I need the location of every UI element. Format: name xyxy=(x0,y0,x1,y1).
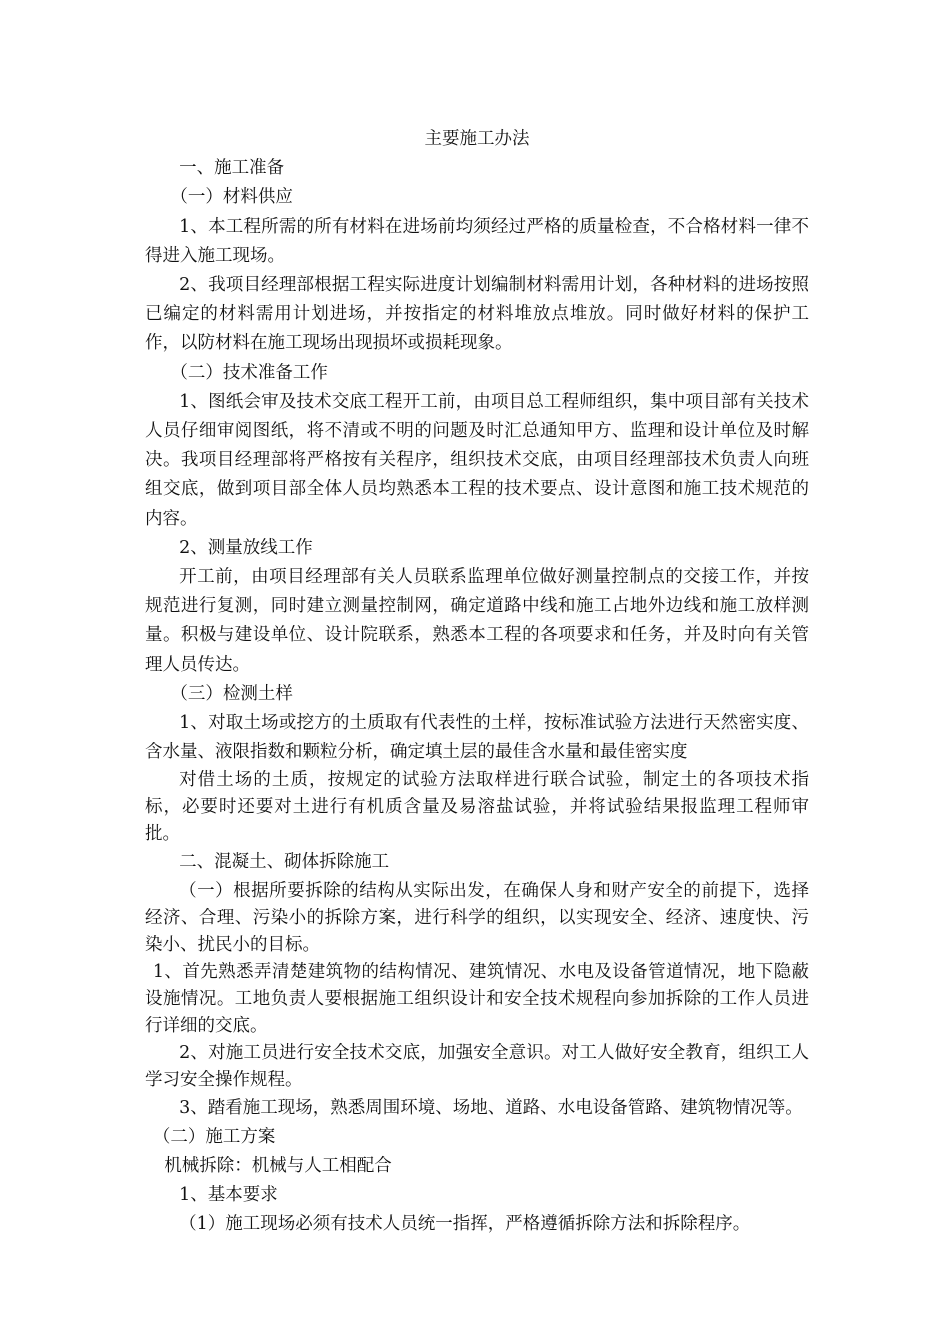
subheading: 2、测量放线工作 xyxy=(179,537,313,558)
heading-2: 二、混凝土、砌体拆除施工 xyxy=(179,852,390,873)
paragraph: 机械拆除：机械与人工相配合 xyxy=(164,1156,392,1177)
paragraph: 1、图纸会审及技术交底工程开工前，由项目总工程师组织，集中项目部有关技术人员仔细审阅图纸，将不清或不明的问题及时汇总通知甲方、监理和设计单位及时解决。我项目经理部将严格按有关程序，组织技术交底，由项目经理部技术负责人向班组交底，做到项目部全体人员均熟悉本工程的技术要点、设计意图和施工技术规范的内容。 xyxy=(145,391,809,529)
paragraph: 1、对取土场或挖方的土质取有代表性的土样，按标准试验方法进行天然密实度、含水量、液限指数和颗粒分析，确定填土层的最佳含水量和最佳密实度 xyxy=(145,713,809,763)
paragraph: 1、本工程所需的所有材料在进场前均须经过严格的质量检查，不合格材料一律不得进入施工现场。 xyxy=(145,216,809,266)
paragraph: 1、首先熟悉弄清楚建筑物的结构情况、建筑情况、水电及设备管道情况，地下隐蔽设施情况。工地负责人要根据施工组织设计和安全技术规程向参加拆除的工作人员进行详细的交底。 xyxy=(145,961,809,1036)
paragraph: （一）根据所要拆除的结构从实际出发，在确保人身和财产安全的前提下，选择经济、合理、污染小的拆除方案，进行科学的组织，以实现安全、经济、速度快、污染小、扰民小的目标。 xyxy=(145,880,809,955)
subheading: （一）材料供应 xyxy=(170,187,293,208)
paragraph: 对借土场的土质，按规定的试验方法取样进行联合试验，制定土的各项技术指标，必要时还要对土进行有机质含量及易溶盐试验，并将试验结果报监理工程师审批。 xyxy=(145,770,809,845)
paragraph: 3、踏看施工现场，熟悉周围环境、场地、道路、水电设备管路、建筑物情况等。 xyxy=(179,1097,803,1118)
heading-1: 一、施工准备 xyxy=(179,158,285,179)
subheading: 1、基本要求 xyxy=(179,1185,278,1206)
subheading: （三）检测土样 xyxy=(170,683,293,704)
paragraph: 2、对施工员进行安全技术交底，加强安全意识。对工人做好安全教育，组织工人学习安全操作规程。 xyxy=(145,1042,809,1090)
subheading: （二）技术准备工作 xyxy=(170,362,328,383)
paragraph: 2、我项目经理部根据工程实际进度计划编制材料需用计划，各种材料的进场按照已编定的材料需用计划进场，并按指定的材料堆放点堆放。同时做好材料的保护工作，以防材料在施工现场出现损坏或损耗现象。 xyxy=(145,275,809,354)
subheading: （二）施工方案 xyxy=(152,1126,276,1147)
paragraph: （1）施工现场必须有技术人员统一指挥，严格遵循拆除方法和拆除程序。 xyxy=(179,1214,751,1235)
document-title: 主要施工办法 xyxy=(424,129,530,149)
paragraph: 开工前，由项目经理部有关人员联系监理单位做好测量控制点的交接工作，并按规范进行复测，同时建立测量控制网，确定道路中线和施工占地外边线和施工放样测量。积极与建设单位、设计院联系，熟悉本工程的各项要求和任务，并及时向有关管理人员传达。 xyxy=(145,567,809,675)
document-body xyxy=(145,125,809,1240)
